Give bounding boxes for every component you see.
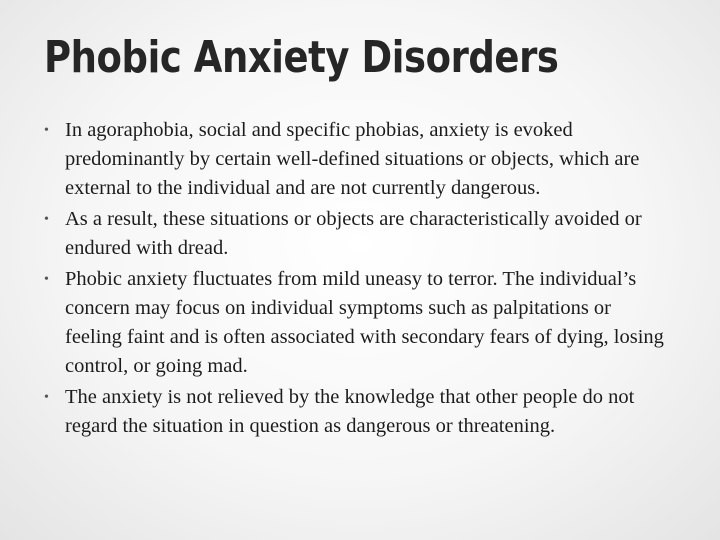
bullet-list — [44, 116, 664, 443]
bullet-text: As a result, these situations or objects are characteristically avoided or endured with dread. — [65, 208, 642, 259]
list-item — [44, 383, 664, 441]
bullet-text: Phobic anxiety fluctuates from mild uneasy to terror. The individual’s concern may focus on individual symptoms such as palpitations or feeling faint and is often associated with secondary fears of dying, losing control, or going mad. — [65, 268, 664, 377]
bullet-text: The anxiety is not relieved by the knowledge that other people do not regard the situation in question as dangerous or threatening. — [65, 386, 635, 437]
bullet-icon: • — [44, 272, 49, 287]
slide-title: Phobic Anxiety Disorders — [44, 32, 559, 83]
bullet-icon: • — [44, 123, 49, 138]
bullet-icon: • — [44, 390, 49, 405]
list-item — [44, 205, 664, 263]
list-item — [44, 265, 664, 381]
bullet-icon: • — [44, 212, 49, 227]
list-item — [44, 116, 664, 203]
bullet-text: In agoraphobia, social and specific phobias, anxiety is evoked predominantly by certain well-defined situations or objects, which are external to the individual and are not currently dangerous. — [65, 119, 640, 199]
